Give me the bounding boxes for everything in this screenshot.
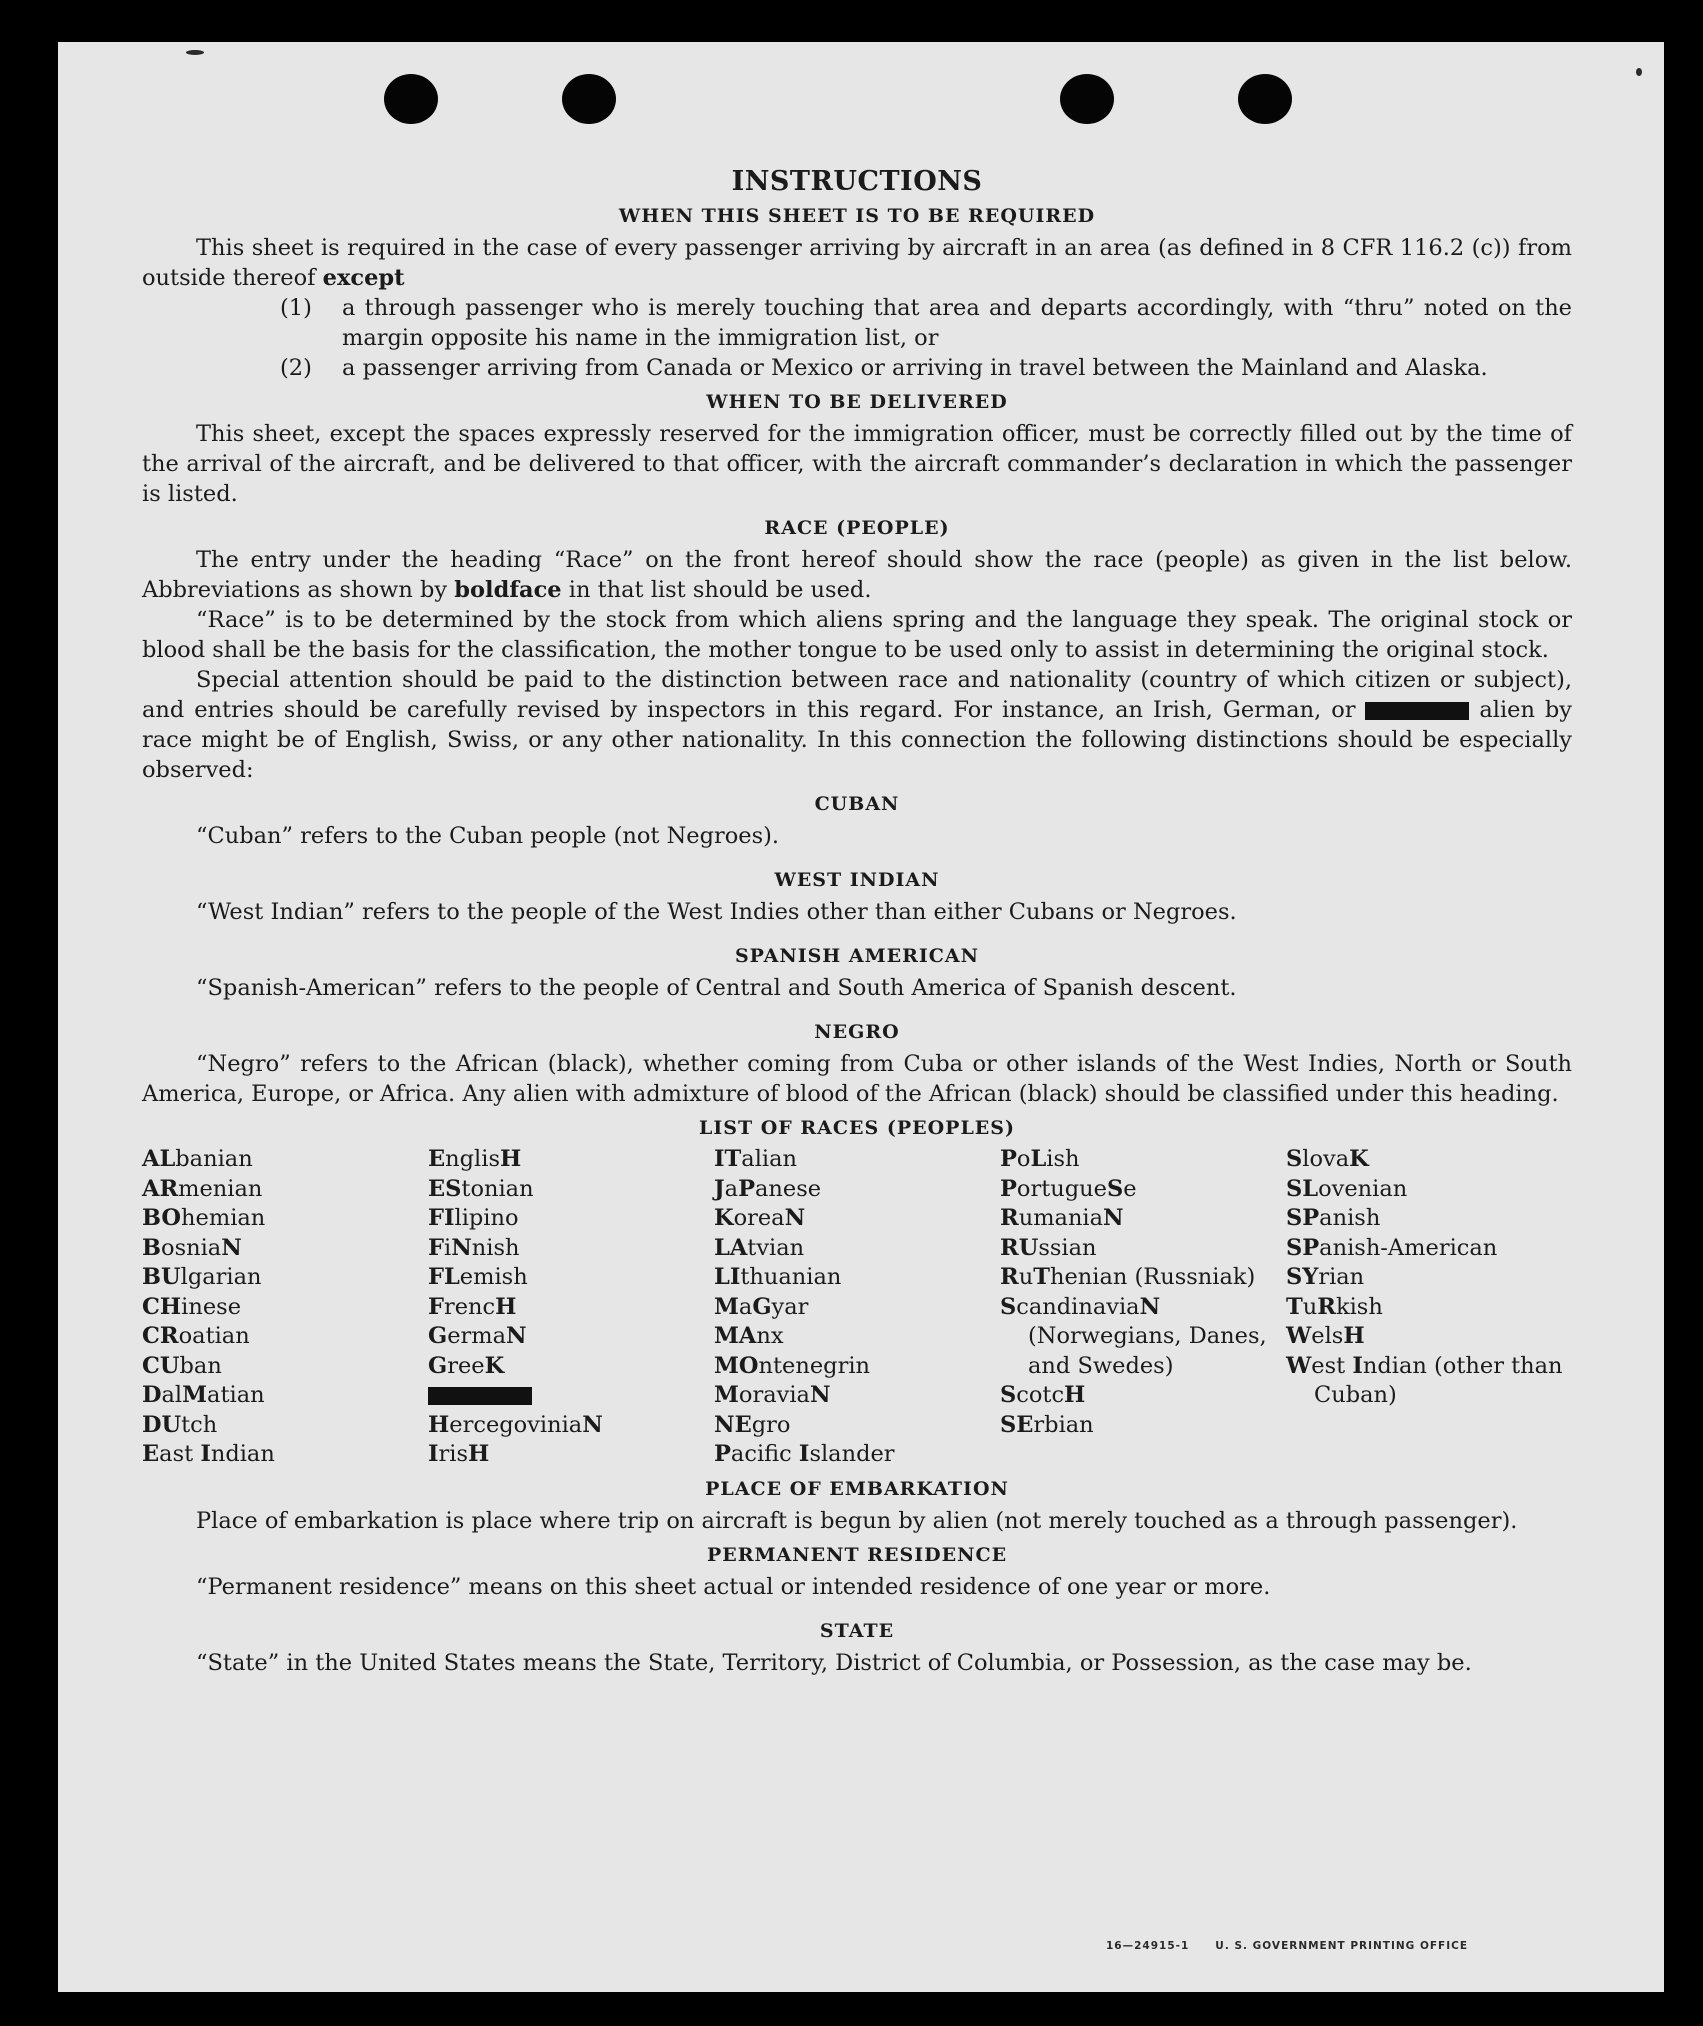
- race-item: [142, 1145, 428, 1175]
- race-name-part: gro: [751, 1411, 791, 1438]
- ink-speck: [1636, 68, 1642, 76]
- race-abbrev: S: [1000, 1293, 1017, 1320]
- race-name-part: ovenian: [1318, 1175, 1408, 1202]
- race-item: [714, 1234, 1000, 1264]
- race-name-part: o: [1016, 1146, 1031, 1172]
- race-abbrev: M: [714, 1382, 739, 1408]
- race-name-part: ndian: [210, 1441, 275, 1467]
- form-footer: [1106, 1940, 1468, 1952]
- race-abbrev: M: [714, 1293, 739, 1320]
- race-item: [428, 1411, 714, 1441]
- race-abbrev: K: [484, 1352, 505, 1379]
- race-name-part: nglis: [445, 1146, 500, 1172]
- race-name-part: cotc: [1016, 1382, 1065, 1408]
- race-abbrev: BO: [142, 1205, 182, 1231]
- exception-list: [142, 293, 1572, 383]
- race-abbrev: IT: [714, 1146, 742, 1172]
- race-abbrev: W: [1286, 1323, 1312, 1349]
- race-name-part: nish: [471, 1234, 520, 1261]
- race-abbrev: J: [714, 1175, 725, 1202]
- race-item: [142, 1411, 428, 1441]
- race-name-part: est: [1311, 1352, 1353, 1379]
- race-abbrev: R: [1317, 1293, 1336, 1320]
- race-item: [714, 1381, 1000, 1411]
- race-item: [1000, 1293, 1286, 1382]
- race-name-part: thuanian: [740, 1264, 842, 1290]
- race-name-part: u: [1018, 1264, 1034, 1290]
- race-abbrev: CH: [142, 1293, 182, 1320]
- exception-item: [142, 353, 1572, 383]
- race-abbrev: H: [468, 1441, 490, 1467]
- race-abbrev: G: [428, 1323, 448, 1349]
- race-abbrev: K: [714, 1205, 734, 1231]
- race-name-part: tch: [181, 1411, 218, 1438]
- race-name-part: ercegovinia: [449, 1411, 583, 1438]
- race-item: [428, 1204, 714, 1234]
- race-name-part: alian: [741, 1146, 797, 1172]
- race-name-part: ndian (other than Cuban): [1314, 1352, 1563, 1408]
- heading-embarkation: PLACE OF EMBARKATION: [705, 1477, 1009, 1500]
- race-item: [142, 1381, 428, 1411]
- race-p3-after: alien by race might be of English, Swiss, or any other nationality. In this connection the following distinctions should be especially observed:: [142, 697, 1573, 783]
- race-abbrev: P: [1000, 1175, 1017, 1202]
- race-name-part: a: [724, 1175, 739, 1202]
- race-p1-text: The entry under the heading “Race” on the front hereof should show the race (people) as given in the list below. Abbreviations as shown by: [142, 547, 1572, 603]
- race-name-part: tonian: [461, 1175, 534, 1202]
- race-item: [428, 1145, 714, 1175]
- race-abbrev: T: [1286, 1293, 1303, 1320]
- race-abbrev: H: [1064, 1382, 1086, 1408]
- race-item: [1286, 1175, 1572, 1205]
- race-abbrev: SE: [1000, 1411, 1034, 1438]
- race-abbrev: I: [1352, 1352, 1363, 1379]
- race-item: [142, 1175, 428, 1205]
- race-name-part: emish: [459, 1264, 528, 1290]
- race-name-part: lipino: [454, 1205, 519, 1231]
- race-name-part: ntenegrin: [758, 1352, 871, 1379]
- paragraph-state: “State” in the United States means the State, Territory, District of Columbia, or Possession, as the case may be.: [196, 1649, 1472, 1676]
- race-abbrev: S: [1000, 1382, 1017, 1408]
- race-abbrev: SL: [1286, 1175, 1319, 1202]
- race-name-part: i: [443, 1234, 452, 1261]
- race-abbrev: N: [784, 1205, 806, 1231]
- paragraph-delivered: This sheet, except the spaces expressly reserved for the immigration officer, must be correctly filled out by the time of the arrival of the aircraft, and be delivered to that officer, with the aircraft commander’s declaration in which the passenger is listed.: [142, 421, 1572, 507]
- paragraph-required-intro: [142, 233, 1572, 293]
- race-name-part: candinavia: [1016, 1293, 1140, 1320]
- race-abbrev: LA: [714, 1234, 748, 1261]
- race-name-part: a: [738, 1293, 753, 1320]
- race-abbrev: I: [798, 1441, 810, 1467]
- race-name-part: inese: [181, 1293, 242, 1320]
- race-item: [142, 1293, 428, 1323]
- paragraph-embarkation: Place of embarkation is place where trip on aircraft is begun by alien (not merely touched as a through passenger).: [196, 1507, 1518, 1534]
- race-abbrev: H: [1343, 1323, 1365, 1349]
- paragraph-spanish-american: “Spanish-American” refers to the people of Central and South America of Spanish descent.: [196, 975, 1237, 1001]
- race-item: [1000, 1411, 1286, 1441]
- race-abbrev: S: [1106, 1175, 1124, 1202]
- exception-text: a through passenger who is merely touching that area and departs accordingly, with “thru” noted on the margin opposite his name in the immigration list, or: [342, 295, 1572, 351]
- race-item: [428, 1293, 714, 1323]
- race-abbrev: N: [1139, 1293, 1161, 1320]
- race-name-part: hemian: [181, 1205, 266, 1231]
- paragraph-race-2: “Race” is to be determined by the stock from which aliens spring and the language they speak. The original stock or blood shall be the basis for the classification, the mother tongue to be used only to assist in determining the original stock.: [142, 607, 1572, 663]
- race-name-part: oravia: [738, 1382, 810, 1408]
- paragraph-cuban: “Cuban” refers to the Cuban people (not Negroes).: [196, 823, 780, 849]
- race-abbrev: K: [1349, 1146, 1369, 1172]
- race-abbrev: F: [428, 1293, 444, 1320]
- required-except-word: except: [322, 265, 405, 291]
- race-abbrev: LI: [714, 1264, 741, 1290]
- heading-spanish-american: SPANISH AMERICAN: [734, 945, 980, 967]
- ink-speck: [186, 50, 204, 55]
- race-abbrev: H: [500, 1146, 522, 1172]
- race-item: [1000, 1175, 1286, 1205]
- race-name-part: slander: [809, 1441, 895, 1467]
- race-item: [714, 1411, 1000, 1441]
- punch-hole: [1060, 74, 1114, 124]
- race-abbrev: ES: [428, 1175, 462, 1202]
- race-name-part: acific: [730, 1441, 799, 1467]
- race-name-part: anese: [755, 1175, 822, 1202]
- race-name-part: nx: [756, 1323, 784, 1349]
- race-abbrev: FL: [428, 1264, 460, 1290]
- race-item: [428, 1440, 714, 1470]
- race-abbrev: BU: [142, 1264, 181, 1290]
- race-abbrev: H: [428, 1411, 450, 1438]
- race-item: [1286, 1293, 1572, 1323]
- race-column: [428, 1145, 714, 1470]
- race-name-part: u: [1302, 1293, 1318, 1320]
- race-name-part: atian: [207, 1382, 265, 1408]
- heading-state: STATE: [819, 1619, 895, 1642]
- redaction-mark: [428, 1387, 532, 1405]
- race-name-part: ris: [438, 1441, 469, 1467]
- race-abbrev: T: [1033, 1264, 1050, 1290]
- race-item: [714, 1175, 1000, 1205]
- race-p1-after: in that list should be used.: [568, 577, 872, 603]
- race-name-part: rbian: [1033, 1411, 1094, 1438]
- heading-negro: NEGRO: [814, 1021, 900, 1043]
- race-item: [714, 1145, 1000, 1175]
- race-abbrev: M: [182, 1382, 208, 1408]
- race-abbrev: SP: [1286, 1205, 1320, 1231]
- race-name-part: renc: [443, 1293, 496, 1320]
- race-abbrev: MA: [714, 1323, 757, 1349]
- race-abbrev: B: [142, 1234, 162, 1261]
- race-name-part: banian: [175, 1146, 253, 1172]
- exception-number: (1): [280, 295, 312, 321]
- punch-hole: [384, 74, 438, 124]
- race-abbrev: NE: [714, 1411, 752, 1438]
- race-p3-text: Special attention should be paid to the distinction between race and nationality (country of which citizen or subject), and entries should be carefully revised by inspectors in this regard. For instance, an Irish, German, or: [142, 667, 1572, 723]
- paragraph-negro: “Negro” refers to the African (black), whether coming from Cuba or other islands of the West Indies, North or South America, Europe, or Africa. Any alien with admixture of blood of the African (black) should be classified under this heading.: [142, 1051, 1572, 1107]
- race-name-part: ish: [1046, 1146, 1080, 1172]
- race-item: [142, 1352, 428, 1382]
- race-name-part: umania: [1018, 1205, 1104, 1231]
- race-abbrev: SP: [1286, 1234, 1320, 1261]
- heading-when-required: WHEN THIS SHEET IS TO BE REQUIRED: [618, 205, 1096, 227]
- heading-list-of-races: LIST OF RACES (PEOPLES): [699, 1117, 1015, 1139]
- race-abbrev: G: [428, 1352, 448, 1379]
- race-name-part: anish: [1319, 1205, 1381, 1231]
- race-item: [142, 1322, 428, 1352]
- race-item: [428, 1352, 714, 1382]
- race-abbrev: RU: [1000, 1234, 1039, 1261]
- race-item: [714, 1263, 1000, 1293]
- race-abbrev: I: [428, 1441, 439, 1467]
- race-name-part: osnia: [161, 1234, 222, 1261]
- race-item: [1000, 1234, 1286, 1264]
- race-abbrev: P: [738, 1175, 755, 1202]
- race-abbrev: R: [1000, 1264, 1019, 1290]
- race-item: [142, 1263, 428, 1293]
- race-name-part: rian: [1318, 1264, 1365, 1290]
- exception-item: [142, 293, 1572, 353]
- race-abbrev: R: [1000, 1205, 1019, 1231]
- race-abbrev: H: [495, 1293, 517, 1320]
- race-name-part: anish-American: [1319, 1234, 1498, 1261]
- race-name-part: orea: [733, 1205, 785, 1231]
- race-column: [1286, 1145, 1572, 1470]
- race-name-part: ast: [159, 1441, 201, 1467]
- race-name-part: menian: [178, 1175, 263, 1202]
- race-abbrev: N: [582, 1411, 603, 1438]
- page-title: INSTRUCTIONS: [731, 166, 983, 197]
- race-item: [714, 1204, 1000, 1234]
- race-item: [714, 1440, 1000, 1470]
- race-item: [1286, 1204, 1572, 1234]
- race-abbrev: N: [506, 1323, 527, 1349]
- punch-hole: [562, 74, 616, 124]
- race-item: [714, 1293, 1000, 1323]
- heading-cuban: CUBAN: [814, 793, 900, 815]
- race-abbrev: N: [451, 1234, 472, 1261]
- race-name-part: al: [161, 1382, 183, 1408]
- race-name-part: oatian: [178, 1323, 250, 1349]
- race-item: [142, 1234, 428, 1264]
- race-abbrev: P: [714, 1441, 731, 1467]
- race-name-part: tvian: [747, 1234, 805, 1261]
- race-item: [1000, 1263, 1286, 1293]
- race-name-part: yar: [771, 1293, 809, 1320]
- race-item: [142, 1440, 428, 1470]
- race-abbrev: SY: [1286, 1264, 1319, 1290]
- race-item: [428, 1322, 714, 1352]
- race-column: [1000, 1145, 1286, 1470]
- race-abbrev: L: [1030, 1146, 1047, 1172]
- race-name-part: els: [1311, 1323, 1344, 1349]
- race-item: [714, 1322, 1000, 1352]
- race-name-part: ortugue: [1016, 1175, 1107, 1202]
- race-abbrev: CU: [142, 1352, 180, 1379]
- race-item: [142, 1204, 428, 1234]
- race-item: [1286, 1145, 1572, 1175]
- race-name-part: e: [1123, 1175, 1137, 1202]
- race-abbrev: F: [428, 1234, 444, 1261]
- form-number: 16—24915-1: [1105, 1940, 1190, 1952]
- paragraph-west-indian: “West Indian” refers to the people of the West Indies other than either Cubans or Negroes.: [196, 899, 1237, 925]
- race-column: [142, 1145, 428, 1470]
- race-abbrev: N: [221, 1234, 242, 1261]
- race-item: [1286, 1322, 1572, 1352]
- race-name-part: lgarian: [180, 1264, 262, 1290]
- race-item: [1286, 1352, 1572, 1411]
- heading-race: RACE (PEOPLE): [764, 517, 950, 539]
- race-abbrev: P: [1000, 1146, 1017, 1172]
- race-abbrev: DU: [142, 1411, 182, 1438]
- exception-text: a passenger arriving from Canada or Mexico or arriving in travel between the Mainland and Alaska.: [342, 355, 1488, 381]
- race-column: [714, 1145, 1000, 1470]
- race-item: [1286, 1234, 1572, 1264]
- race-item: [428, 1381, 714, 1411]
- race-item: [1000, 1381, 1286, 1411]
- race-item: [428, 1234, 714, 1264]
- race-abbrev: W: [1286, 1352, 1312, 1379]
- paragraph-permanent-residence: “Permanent residence” means on this sheet actual or intended residence of one year or more.: [196, 1573, 1271, 1600]
- race-item: [428, 1263, 714, 1293]
- race-abbrev: E: [142, 1441, 160, 1467]
- race-abbrev: FI: [428, 1205, 455, 1231]
- race-abbrev: G: [752, 1293, 772, 1320]
- required-intro-text: This sheet is required in the case of every passenger arriving by aircraft in an area (as defined in 8 CFR 116.2 (c)) from outside thereof: [142, 235, 1572, 291]
- race-name-part: henian (Russniak): [1049, 1264, 1256, 1290]
- race-p1-bold: boldface: [454, 577, 562, 603]
- race-name-part: ban: [179, 1352, 222, 1379]
- race-item: [1000, 1204, 1286, 1234]
- race-abbrev: E: [428, 1146, 446, 1172]
- race-item: [1000, 1145, 1286, 1175]
- race-item: [714, 1352, 1000, 1382]
- race-abbrev: S: [1286, 1146, 1303, 1172]
- redaction-mark: [1365, 702, 1469, 720]
- race-name-part: kish: [1335, 1293, 1383, 1320]
- race-abbrev: MO: [714, 1352, 759, 1379]
- exception-number: (2): [280, 355, 312, 381]
- races-list: [142, 1145, 1572, 1470]
- race-name-part: ree: [447, 1352, 485, 1379]
- race-abbrev: I: [200, 1441, 211, 1467]
- paragraph-race-3: [142, 665, 1572, 785]
- race-abbrev: D: [142, 1382, 162, 1408]
- heading-west-indian: WEST INDIAN: [774, 869, 940, 891]
- race-name-part: lova: [1302, 1146, 1350, 1172]
- race-name-part: (Norwegians, Danes, and Swedes): [1028, 1323, 1267, 1379]
- race-abbrev: AR: [142, 1175, 179, 1202]
- heading-when-delivered: WHEN TO BE DELIVERED: [706, 391, 1008, 413]
- race-abbrev: N: [1103, 1205, 1124, 1231]
- race-name-part: ssian: [1038, 1234, 1097, 1261]
- printer-name: U. S. GOVERNMENT PRINTING OFFICE: [1215, 1940, 1468, 1952]
- race-abbrev: N: [809, 1382, 831, 1408]
- race-abbrev: CR: [142, 1323, 179, 1349]
- race-item: [428, 1175, 714, 1205]
- race-abbrev: AL: [142, 1146, 176, 1172]
- paragraph-race-1: [142, 545, 1572, 605]
- instruction-sheet: [58, 42, 1664, 1992]
- heading-permanent-residence: PERMANENT RESIDENCE: [706, 1543, 1008, 1566]
- punch-hole: [1238, 74, 1292, 124]
- race-item: [1286, 1263, 1572, 1293]
- race-name-part: erma: [447, 1323, 507, 1349]
